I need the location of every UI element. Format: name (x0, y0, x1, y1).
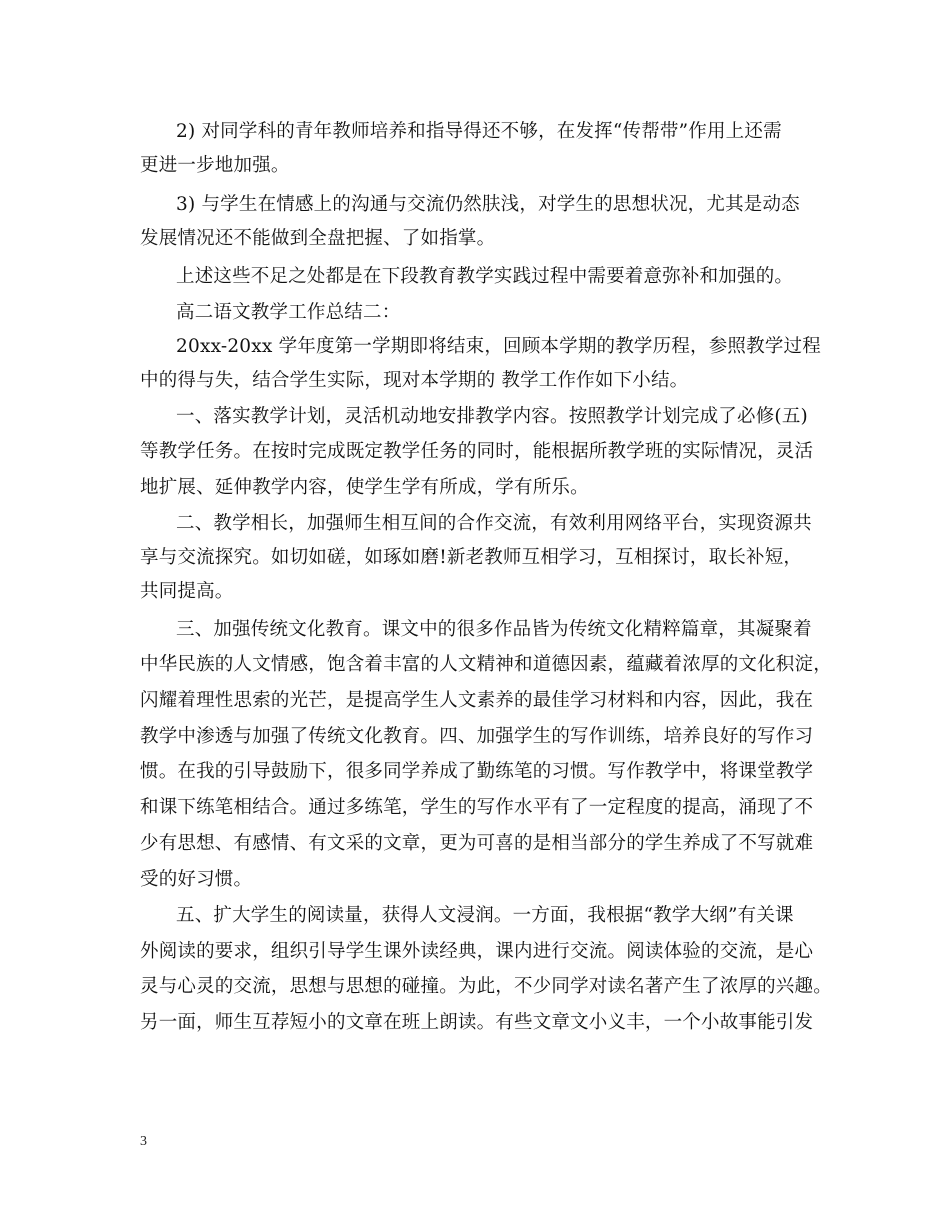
text-line: 闪耀着理性思索的光芒，是提高学生人文素养的最佳学习材料和内容，因此，我在 (140, 690, 814, 711)
text-line: 中的得与失，结合学生实际，现对本学期的 教学工作作如下小结。 (140, 370, 689, 391)
text-line: 少有思想、有感情、有文采的文章，更为可喜的是相当部分的学生养成了不写就难 (140, 833, 814, 854)
text-line: 地扩展、延伸教学内容，使学生学有所成，学有所乐。 (140, 477, 589, 498)
text-line: 灵与心灵的交流，思想与思想的碰撞。为此，不少同学对读名著产生了浓厚的兴趣。 (140, 976, 832, 997)
text-line: 享与交流探究。如切如磋，如琢如磨!新老教师互相学习，互相探讨，取长补短， (140, 547, 803, 568)
text-line: 共同提高。 (140, 581, 234, 602)
page-number: 3 (140, 1134, 147, 1149)
text-line: 三、加强传统文化教育。课文中的很多作品皆为传统文化精粹篇章，其凝聚着 (176, 619, 812, 640)
text-line: 2) 对同学科的青年教师培养和指导得还不够，在发挥“传帮带”作用上还需 (176, 121, 782, 142)
text-line: 中华民族的人文情感，饱含着丰富的人文精神和道德因素，蕴藏着浓厚的文化积淀， (140, 654, 832, 675)
text-line: 20xx-20xx 学年度第一学期即将结束，回顾本学期的教学历程，参照教学过程 (176, 336, 821, 357)
text-line: 高二语文教学工作总结二： (176, 302, 401, 323)
text-line: 五、扩大学生的阅读量，获得人文浸润。一方面，我根据“教学大纲”有关课 (176, 905, 794, 926)
text-line: 和课下练笔相结合。通过多练笔，学生的写作水平有了一定程度的提高，涌现了不 (140, 797, 814, 818)
text-line: 外阅读的要求，组织引导学生课外读经典，课内进行交流。阅读体验的交流，是心 (140, 941, 814, 962)
text-line: 等教学任务。在按时完成既定教学任务的同时，能根据所教学班的实际情况，灵活 (140, 441, 814, 462)
text-line: 发展情况还不能做到全盘把握、了如指掌。 (140, 228, 496, 249)
text-line: 教学中渗透与加强了传统文化教育。四、加强学生的写作训练，培养良好的写作习 (140, 726, 814, 747)
text-line: 一、落实教学计划，灵活机动地安排教学内容。按照教学计划完成了必修(五) (176, 406, 808, 427)
text-line: 3) 与学生在情感上的沟通与交流仍然肤浅，对学生的思想状况，尤其是动态 (176, 194, 800, 215)
text-line: 另一面，师生互荐短小的文章在班上朗读。有些文章文小义丰，一个小故事能引发 (140, 1012, 814, 1033)
text-line: 二、教学相长，加强师生相互间的合作交流，有效利用网络平台，实现资源共 (176, 513, 812, 534)
text-line: 上述这些不足之处都是在下段教育教学实践过程中需要着意弥补和加强的。 (176, 266, 794, 287)
text-line: 惯。在我的引导鼓励下，很多同学养成了勤练笔的习惯。写作教学中，将课堂教学 (140, 761, 814, 782)
text-line: 受的好习惯。 (140, 869, 253, 890)
text-line: 更进一步地加强。 (140, 155, 290, 176)
